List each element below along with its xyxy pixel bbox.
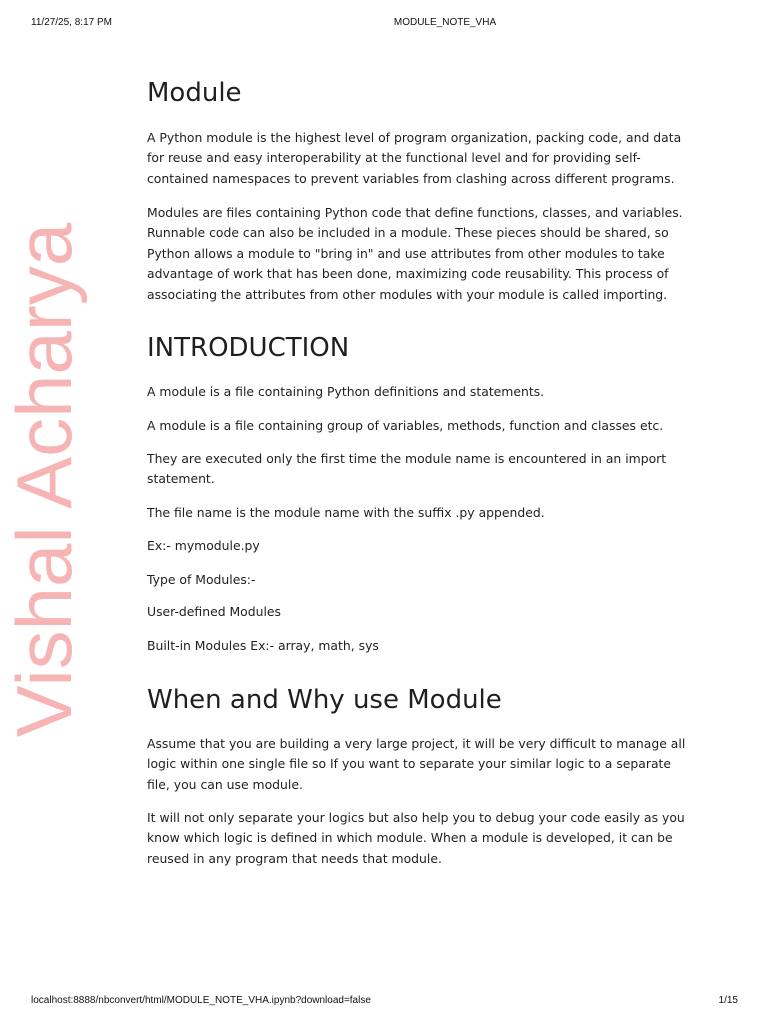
heading-module: Module	[147, 78, 242, 108]
intro-paragraph-5: Ex:- mymodule.py	[147, 538, 260, 553]
print-document-title: MODULE_NOTE_VHA	[393, 17, 497, 28]
intro-paragraph-3: They are executed only the first time the module name is encountered in an import statement.	[147, 451, 667, 487]
watermark: Vishal Acharya	[0, 222, 88, 738]
when-why-paragraph-2: It will not only separate your logics but also help you to debug your code easily as you know which logic is defined in which module. When a module is developed, it can be reused in any program that needs that module.	[147, 810, 685, 866]
heading-introduction: INTRODUCTION	[147, 333, 350, 363]
intro-paragraph-8: Built-in Modules Ex:- array, math, sys	[147, 638, 379, 653]
intro-paragraph-6: Type of Modules:-	[147, 572, 256, 587]
print-header	[0, 17, 768, 31]
intro-paragraph-4: The file name is the module name with the suffix .py appended.	[147, 505, 545, 520]
print-date: 11/27/25, 8:17 PM	[31, 17, 112, 28]
heading-when-why: When and Why use Module	[147, 685, 502, 715]
module-paragraph-2: Modules are files containing Python code that define functions, classes, and variables. Runnable code can also be included in a module. These pieces should be shared, so Python allows a module to "bring in" and use attributes from other modules to take advantage of work that has been done, maximizing code reusability. This process of associating the attributes from other modules with your module is called importing.	[147, 205, 683, 302]
when-why-paragraph-1: Assume that you are building a very large project, it will be very difficult to manage all logic within one single file so If you want to separate your similar logic to a separate file, you can use module.	[147, 736, 686, 792]
module-paragraph-1: A Python module is the highest level of program organization, packing code, and data for reuse and easy interoperability at the functional level and for providing self-contained namespaces to prevent variables from clashing across different programs.	[147, 130, 682, 186]
page-number: 1/15	[718, 995, 738, 1006]
intro-paragraph-7: User-defined Modules	[147, 604, 282, 619]
intro-paragraph-2: A module is a file containing group of variables, methods, function and classes etc.	[147, 418, 664, 433]
print-url: localhost:8888/nbconvert/html/MODULE_NOTE_VHA.ipynb?download=false	[31, 995, 371, 1006]
intro-paragraph-1: A module is a file containing Python definitions and statements.	[147, 384, 545, 399]
